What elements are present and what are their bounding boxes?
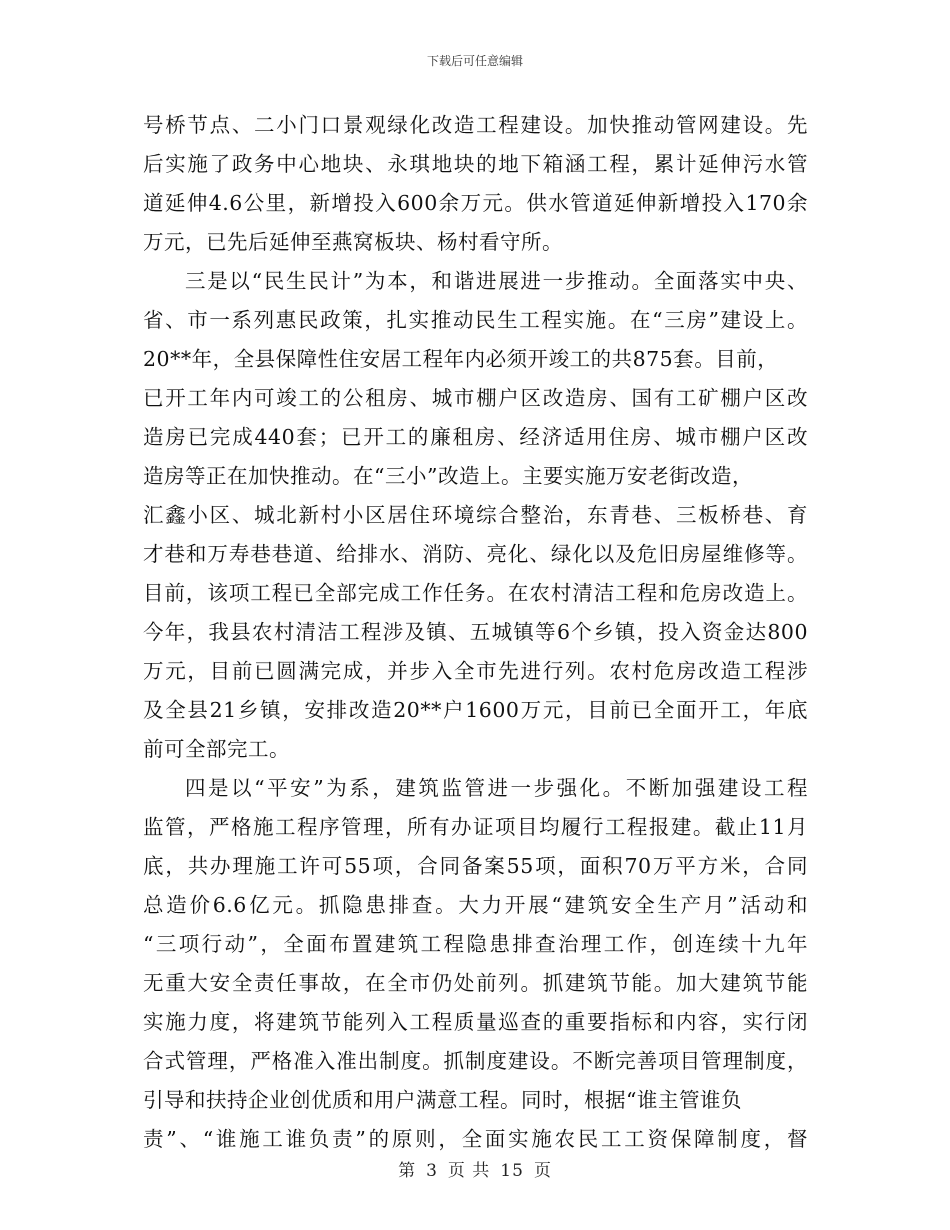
text-line: 三是以“民生民计”为本，和谐进展进一步推动。全面落实中央、 <box>185 269 808 293</box>
text-line: “三项行动”，全面布置建筑工程隐患排查治理工作，创连续十九年 <box>143 932 808 956</box>
text-line: 合式管理，严格准入准出制度。抓制度建设。不断完善项目管理制度， <box>143 1049 808 1073</box>
text-line: 总造价6.6亿元。抓隐患排查。大力开展“建筑安全生产月”活动和 <box>143 893 808 917</box>
footer-prefix: 第 <box>398 1161 417 1181</box>
page-header-note: 下载后可任意编辑 <box>426 54 523 68</box>
text-line: 万元，目前已圆满完成，并步入全市先进行列。农村危房改造工程涉 <box>143 659 808 683</box>
text-line: 汇鑫小区、城北新村小区居住环境综合整治，东青巷、三板桥巷、育 <box>143 503 808 527</box>
text-line: 及全县21乡镇，安排改造20**户1600万元，目前已全面开工，年底 <box>143 698 808 722</box>
text-line: 造房等正在加快推动。在“三小”改造上。主要实施万安老街改造， <box>143 464 753 488</box>
text-line: 省、市一系列惠民政策，扎实推动民生工程实施。在“三房”建设上。 <box>143 308 808 332</box>
text-line: 20**年，全县保障性住安居工程年内必须开竣工的共875套。目前， <box>143 347 779 371</box>
text-line: 万元，已先后延伸至燕窝板块、杨村看守所。 <box>143 230 563 254</box>
text-line: 已开工年内可竣工的公租房、城市棚户区改造房、国有工矿棚户区改 <box>143 386 808 410</box>
text-line: 责”、“谁施工谁负责”的原则，全面实施农民工工资保障制度，督 <box>143 1127 808 1151</box>
footer-suffix: 页 <box>533 1161 552 1181</box>
text-line: 监管，严格施工程序管理，所有办证项目均履行工程报建。截止11月 <box>143 815 808 839</box>
text-line: 目前，该项工程已全部完成工作任务。在农村清洁工程和危房改造上。 <box>143 581 808 605</box>
text-line: 前可全部完工。 <box>143 737 290 761</box>
footer-current-page: 3 <box>426 1161 438 1181</box>
footer-middle: 页 共 <box>447 1161 491 1181</box>
text-line: 才巷和万寿巷巷道、给排水、消防、亮化、绿化以及危旧房屋维修等。 <box>143 542 808 566</box>
text-line: 道延伸4.6公里，新增投入600余万元。供水管道延伸新增投入170余 <box>143 191 808 215</box>
text-line: 后实施了政务中心地块、永琪地块的地下箱涵工程，累计延伸污水管 <box>143 152 808 176</box>
text-line: 引导和扶持企业创优质和用户满意工程。同时，根据“谁主管谁负 <box>143 1088 742 1112</box>
page-footer <box>0 1156 950 1181</box>
text-line: 号桥节点、二小门口景观绿化改造工程建设。加快推动管网建设。先 <box>143 113 808 137</box>
text-line: 实施力度，将建筑节能列入工程质量巡查的重要指标和内容，实行闭 <box>143 1010 808 1034</box>
text-line: 四是以“平安”为系，建筑监管进一步强化。不断加强建设工程 <box>185 776 808 800</box>
footer-total-pages: 15 <box>500 1161 524 1181</box>
text-line: 造房已完成440套；已开工的廉租房、经济适用住房、城市棚户区改 <box>143 425 808 449</box>
document-body <box>143 106 808 1159</box>
text-line: 今年，我县农村清洁工程涉及镇、五城镇等6个乡镇，投入资金达800 <box>143 620 808 644</box>
text-line: 底，共办理施工许可55项，合同备案55项，面积70万平方米，合同 <box>143 854 808 878</box>
text-line: 无重大安全责任事故，在全市仍处前列。抓建筑节能。加大建筑节能 <box>143 971 808 995</box>
